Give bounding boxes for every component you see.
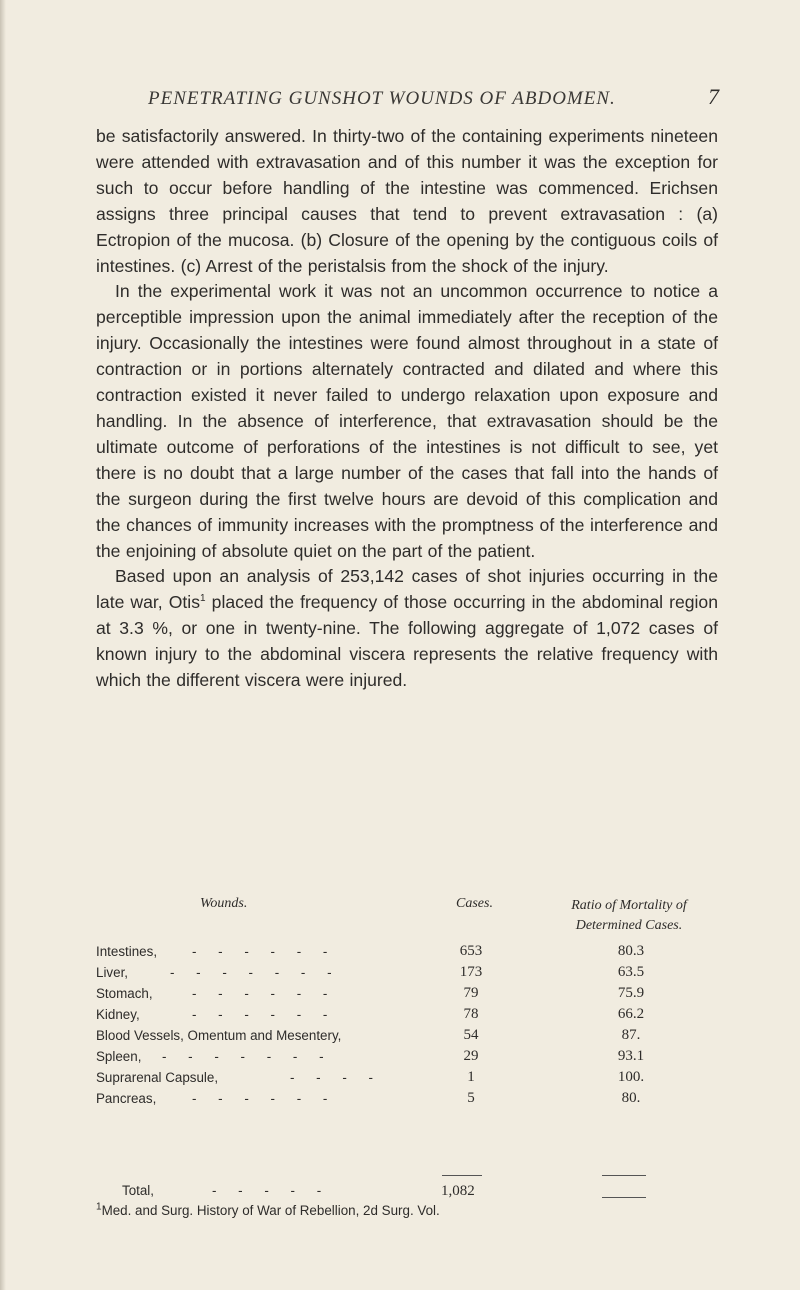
paragraph-3-part-1: Based upon an analysis of 253,142 cases of shot injuries occurring in the late war, Otis — [96, 566, 718, 613]
row-ratio: 80.3 — [617, 943, 645, 959]
row-cases: 653 — [459, 943, 483, 959]
row-label: Pancreas, — [96, 1091, 157, 1106]
row-cases: 5 — [467, 1090, 475, 1106]
body-text — [96, 124, 718, 694]
footnote — [96, 1201, 736, 1221]
row-ratio: 87. — [621, 1027, 641, 1043]
row-leader: - - - - — [290, 1070, 382, 1085]
row-leader: - - - - - - - — [162, 1049, 333, 1064]
row-label: Spleen, — [96, 1049, 142, 1064]
row-label: Suprarenal Capsule, — [96, 1070, 219, 1085]
paragraph-1: be satisfactorily answered. In thirty-two of the containing experiments nineteen were attended with extravasation and of this number it was the exception for such to occur before handling of the intestine was commenced. Erichsen assigns three principal causes that tend to prevent extravasation : (a) Ectropion of the mucosa. (b) Closure of the opening by the contiguous coils of intestines. (c) Arrest of the peristalsis from the shock of the injury. — [96, 126, 718, 276]
total-leader: - - - - - — [212, 1183, 331, 1198]
paragraph-2: In the experimental work it was not an uncommon occurrence to notice a perceptible impression upon the animal immediately after the reception of the injury. Occasionally the intestines were found almost throughout in a state of contraction or in portions alternately contracted and dilated and where this contraction existed it never failed to undergo relaxation upon exposure and handling. In the absence of interference, that extravasation should be the ultimate outcome of perforations of the intestines is not difficult to see, yet there is no doubt that a large number of the cases that fall into the hands of the surgeon during the first twelve hours are devoid of this complication and the chances of immunity increases with the promptness of the interference and the enjoining of absolute quiet on the part of the patient. — [96, 281, 718, 561]
row-ratio: 66.2 — [617, 1006, 645, 1022]
row-cases: 173 — [459, 964, 483, 980]
table-row — [96, 941, 736, 962]
total-row — [96, 1180, 736, 1202]
row-label: Blood Vessels, Omentum and Mesentery, — [96, 1028, 342, 1043]
table-row — [96, 1046, 736, 1067]
mortality-table — [96, 941, 736, 1109]
row-cases: 29 — [463, 1048, 479, 1064]
paragraph-3-part-2: placed the frequency of those occurring in the abdominal region at 3.3 %, or one in twenty-nine. The following aggregate of 1,072 cases of known injury to the abdominal viscera represents the relative frequency with which the different viscera were injured. — [96, 592, 719, 691]
total-value: 1,082 — [441, 1183, 475, 1199]
row-ratio: 93.1 — [617, 1048, 645, 1064]
cases-sum-rule — [442, 1175, 482, 1176]
row-ratio: 100. — [617, 1069, 645, 1085]
row-leader: - - - - - - — [192, 944, 337, 959]
running-title: PENETRATING GUNSHOT WOUNDS OF ABDOMEN. — [148, 88, 616, 109]
header-cases: Cases. — [456, 896, 493, 911]
row-leader: - - - - - - — [192, 986, 337, 1001]
row-cases: 1 — [467, 1069, 475, 1085]
table-row — [96, 1004, 736, 1025]
row-ratio: 63.5 — [617, 964, 645, 980]
row-cases: 78 — [463, 1006, 479, 1022]
row-leader: - - - - - - — [192, 1007, 337, 1022]
row-cases: 54 — [463, 1027, 479, 1043]
footnote-text: Med. and Surg. History of War of Rebellion, 2d Surg. Vol. — [101, 1203, 440, 1218]
row-label: Stomach, — [96, 986, 153, 1001]
table-row — [96, 962, 736, 983]
row-leader: - - - - - - — [192, 1091, 337, 1106]
table-row — [96, 1088, 736, 1109]
table-row — [96, 983, 736, 1004]
row-cases: 79 — [463, 985, 479, 1001]
row-label: Intestines, — [96, 944, 158, 959]
page-number: 7 — [708, 84, 719, 109]
page-binding-edge — [0, 0, 6, 1290]
ratio-sum-rule — [602, 1175, 646, 1176]
header-ratio-line2: Determined Cases. — [575, 918, 683, 933]
row-label: Kidney, — [96, 1007, 140, 1022]
footnote-ref: 1 — [200, 593, 206, 605]
header-ratio — [534, 896, 724, 936]
footnote-marker: 1 — [96, 1201, 102, 1213]
header-wounds: Wounds. — [200, 896, 248, 911]
total-label: Total, — [122, 1183, 155, 1198]
row-label: Liver, — [96, 965, 129, 980]
ratio-bottom-rule — [602, 1197, 646, 1198]
header-ratio-line1: Ratio of Mortality of — [571, 898, 687, 913]
table-row — [96, 1067, 736, 1088]
row-leader: - - - - - - - — [170, 965, 341, 980]
paragraph-3 — [96, 564, 718, 694]
row-ratio: 80. — [621, 1090, 641, 1106]
row-ratio: 75.9 — [617, 985, 645, 1001]
table-row — [96, 1025, 736, 1046]
table-header — [96, 896, 736, 942]
